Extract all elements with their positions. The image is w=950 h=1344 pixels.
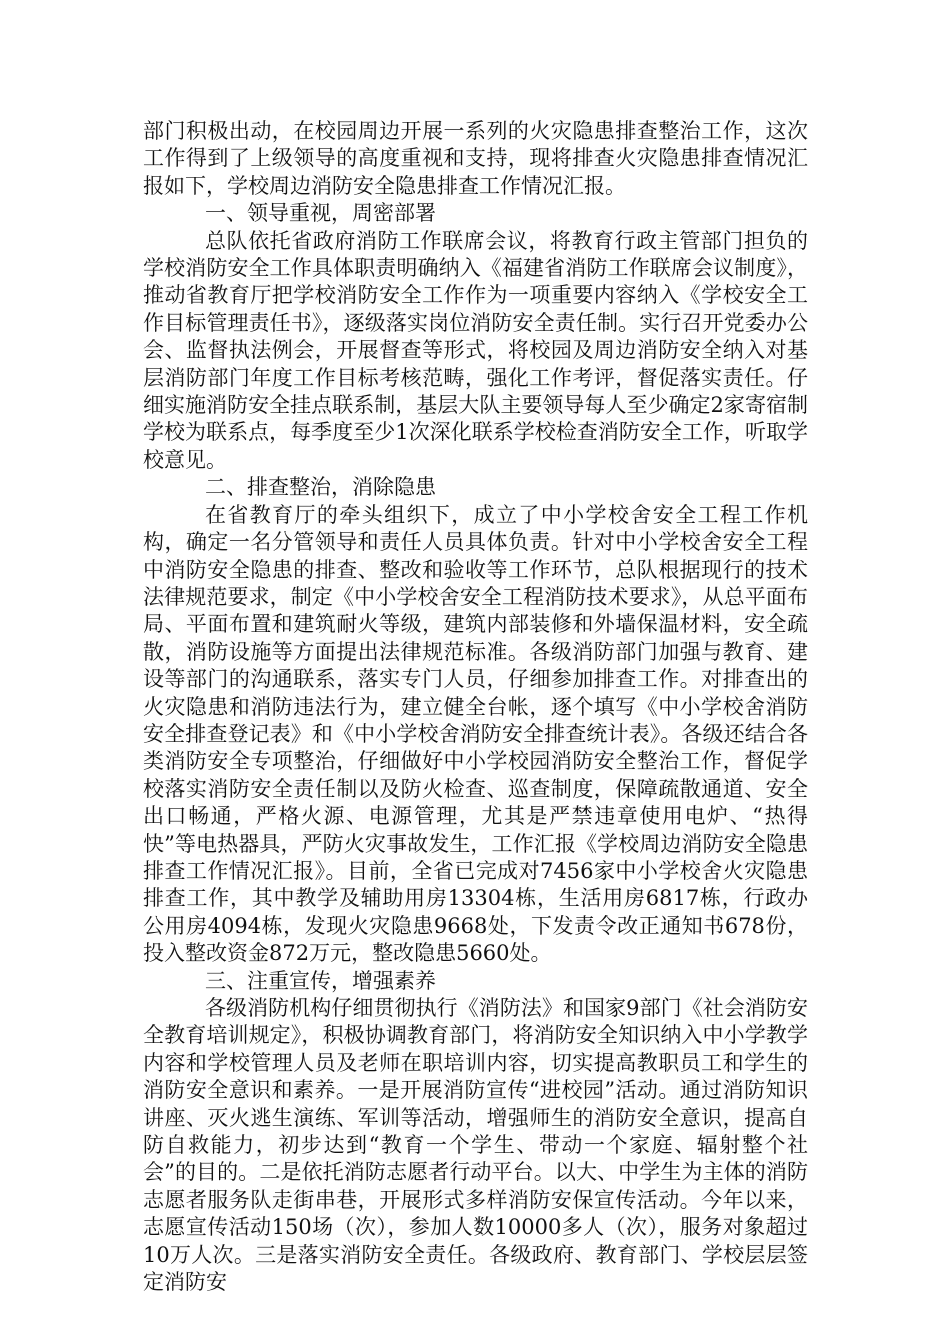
section-heading-2: 二、排查整治，消除隐患 (205, 475, 436, 500)
intro-paragraph: 部门积极出动，在校园周边开展一系列的火灾隐患排查整治工作，这次工作得到了上级领导的高度重视和支持，现将排查火灾隐患排查情况汇报如下，学校周边消防安全隐患排查工作情况汇报。 (143, 119, 808, 198)
document-page (143, 118, 808, 1296)
section-heading-1: 一、领导重视，周密部署 (205, 201, 436, 226)
section-body-2: 在省教育厅的牵头组织下，成立了中小学校舍安全工程工作机构，确定一名分管领导和责任人员具体负责。针对中小学校舍安全工程中消防安全隐患的排查、整改和验收等工作环节，总队根据现行的技术法律规范要求，制定《中小学校舍安全工程消防技术要求》，从总平面布局、平面布置和建筑耐火等级，建筑内部装修和外墙保温材料，安全疏散，消防设施等方面提出法律规范标准。各级消防部门加强与教育、建设等部门的沟通联系，落实专门人员，仔细参加排查工作。对排查出的火灾隐患和消防违法行为，建立健全台帐，逐个填写《中小学校舍消防安全排查登记表》和《中小学校舍消防安全排查统计表》。各级还结合各类消防安全专项整治，仔细做好中小学校园消防安全整治工作，督促学校落实消防安全责任制以及防火检查、巡查制度，保障疏散通道、安全出口畅通，严格火源、电源管理，尤其是严禁违章使用电炉、“热得快”等电热器具，严防火灾事故发生，工作汇报《学校周边消防安全隐患排查工作情况汇报》。目前，全省已完成对7456家中小学校舍火灾隐患排查工作，其中教学及辅助用房13304栋，生活用房6817栋，行政办公用房4094栋，发现火灾隐患9668处，下发责令改正通知书678份，投入整改资金872万元，整改隐患5660处。 (143, 502, 808, 966)
section-body-3: 各级消防机构仔细贯彻执行《消防法》和国家9部门《社会消防安全教育培训规定》，积极协调教育部门，将消防安全知识纳入中小学教学内容和学校管理人员及老师在职培训内容，切实提高教职员工和学生的消防安全意识和素养。一是开展消防宣传“进校园”活动。通过消防知识讲座、灭火逃生演练、军训等活动，增强师生的消防安全意识，提高自防自救能力，初步达到“教育一个学生、带动一个家庭、辐射整个社会”的目的。二是依托消防志愿者行动平台。以大、中学生为主体的消防志愿者服务队走街串巷，开展形式多样消防安保宣传活动。今年以来，志愿宣传活动150场（次），参加人数10000多人（次），服务对象超过10万人次。三是落实消防安全责任。各级政府、教育部门、学校层层签定消防安 (143, 996, 808, 1295)
section-heading-3: 三、注重宣传，增强素养 (205, 968, 436, 993)
section-body-1: 总队依托省政府消防工作联席会议，将教育行政主管部门担负的学校消防安全工作具体职责明确纳入《福建省消防工作联席会议制度》，推动省教育厅把学校消防安全工作作为一项重要内容纳入《学校安全工作目标管理责任书》，逐级落实岗位消防安全责任制。实行召开党委办公会、监督执法例会，开展督查等形式，将校园及周边消防安全纳入对基层消防部门年度工作目标考核范畴，强化工作考评，督促落实责任。仔细实施消防安全挂点联系制，基层大队主要领导每人至少确定2家寄宿制学校为联系点，每季度至少1次深化联系学校检查消防安全工作，听取学校意见。 (143, 228, 808, 472)
